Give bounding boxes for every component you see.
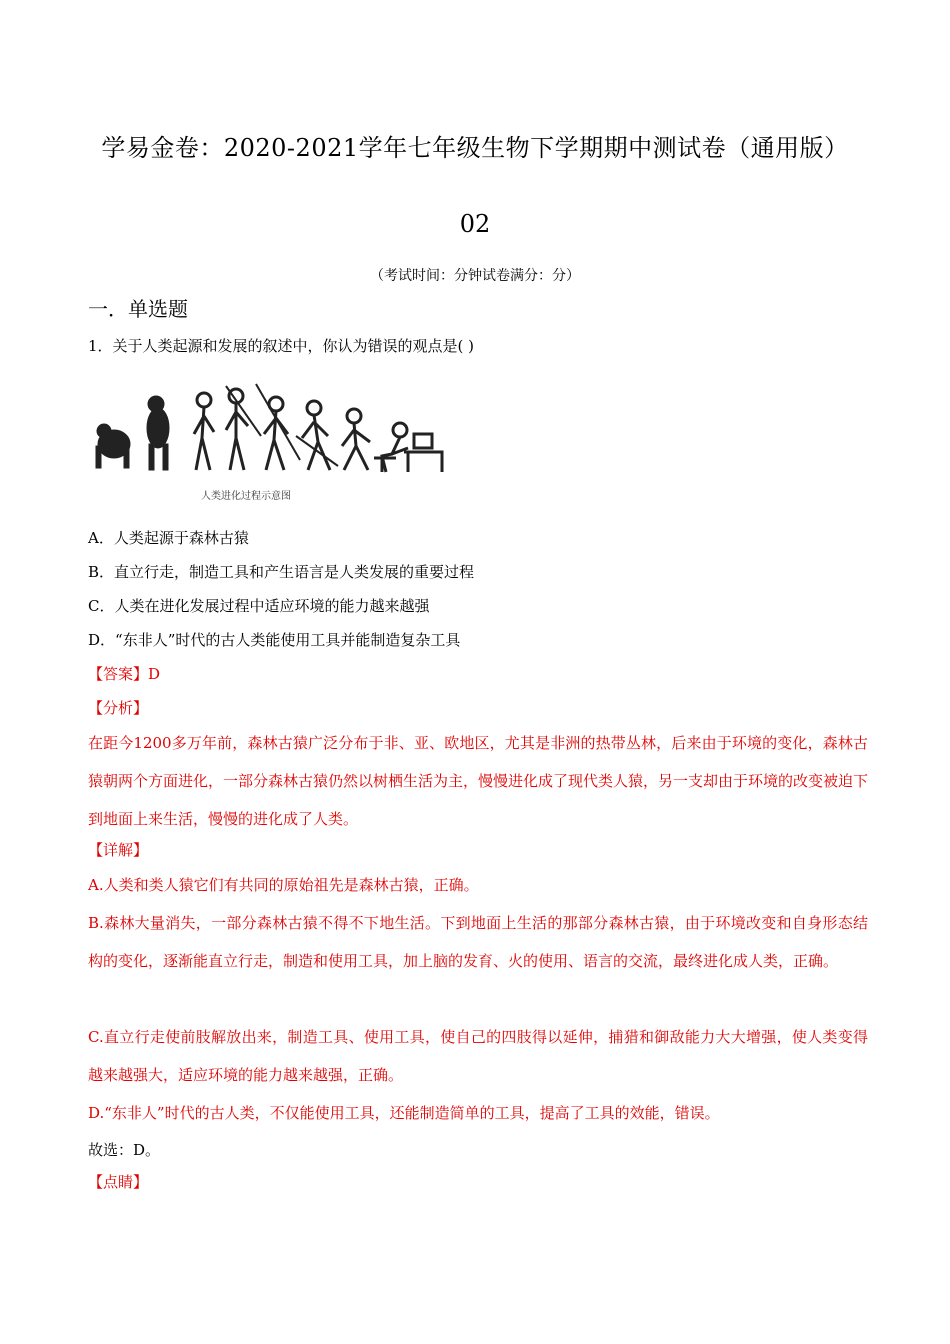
analysis-label: 【分析】 xyxy=(88,699,149,717)
option-c: C．人类在进化发展过程中适应环境的能力越来越强 xyxy=(88,597,430,615)
figure-caption: 人类进化过程示意图 xyxy=(201,491,291,502)
detail-label: 【详解】 xyxy=(88,841,149,859)
conclusion: 故选：D。 xyxy=(88,1141,161,1159)
detail-item-d: D.“东非人”时代的古人类，不仅能使用工具，还能制造简单的工具，提高了工具的效能，错误。 xyxy=(88,1104,720,1122)
detail-item-c: C.直立行走使前肢解放出来，制造工具、使用工具，使自己的四肢得以延伸，捕猎和御敌能力大大增强，使人类变得越来越强大，适应环境的能力越来越强，正确。 xyxy=(88,1028,868,1084)
option-a: A．人类起源于森林古猿 xyxy=(88,529,249,547)
document-title: 学易金卷：2020-2021学年七年级生物下学期期中测试卷（通用版） xyxy=(101,134,849,162)
ape-silhouette-2 xyxy=(147,408,169,448)
detail-item-a: A.人类和类人猿它们有共同的原始祖先是森林古猿，正确。 xyxy=(88,876,479,894)
exam-meta: （考试时间：分钟试卷满分：分） xyxy=(370,268,580,284)
evolution-figure xyxy=(86,376,450,506)
detail-item-b: B.森林大量消失，一部分森林古猿不得不下地生活。下到地面上生活的那部分森林古猿，由于环境改变和自身形态结构的变化，逐渐能直立行走，制造和使用工具，加上脑的发育、火的使用、语言的交流，最终进化成人类，正确。 xyxy=(88,914,868,970)
section-heading: 一．单选题 xyxy=(88,297,188,321)
document-subtitle: 02 xyxy=(459,210,491,238)
comment-label: 【点睛】 xyxy=(88,1173,149,1191)
answer-row xyxy=(88,662,160,686)
option-b: B．直立行走，制造工具和产生语言是人类发展的重要过程 xyxy=(88,563,475,581)
answer-value: D xyxy=(148,665,161,683)
question-stem: 1．关于人类起源和发展的叙述中，你认为错误的观点是( ) xyxy=(88,337,475,355)
analysis-text: 在距今1200多万年前，森林古猿广泛分布于非、亚、欧地区，尤其是非洲的热带丛林，后来由于环境的变化，森林古猿朝两个方面进化，一部分森林古猿仍然以树栖生活为主，慢慢进化成了现代类人猿，另一支却由于环境的改变被迫下到地面上来生活，慢慢的进化成了人类。 xyxy=(88,734,869,828)
option-d: D．“东非人”时代的古人类能使用工具并能制造复杂工具 xyxy=(88,631,461,649)
answer-label: 【答案】 xyxy=(88,665,149,683)
